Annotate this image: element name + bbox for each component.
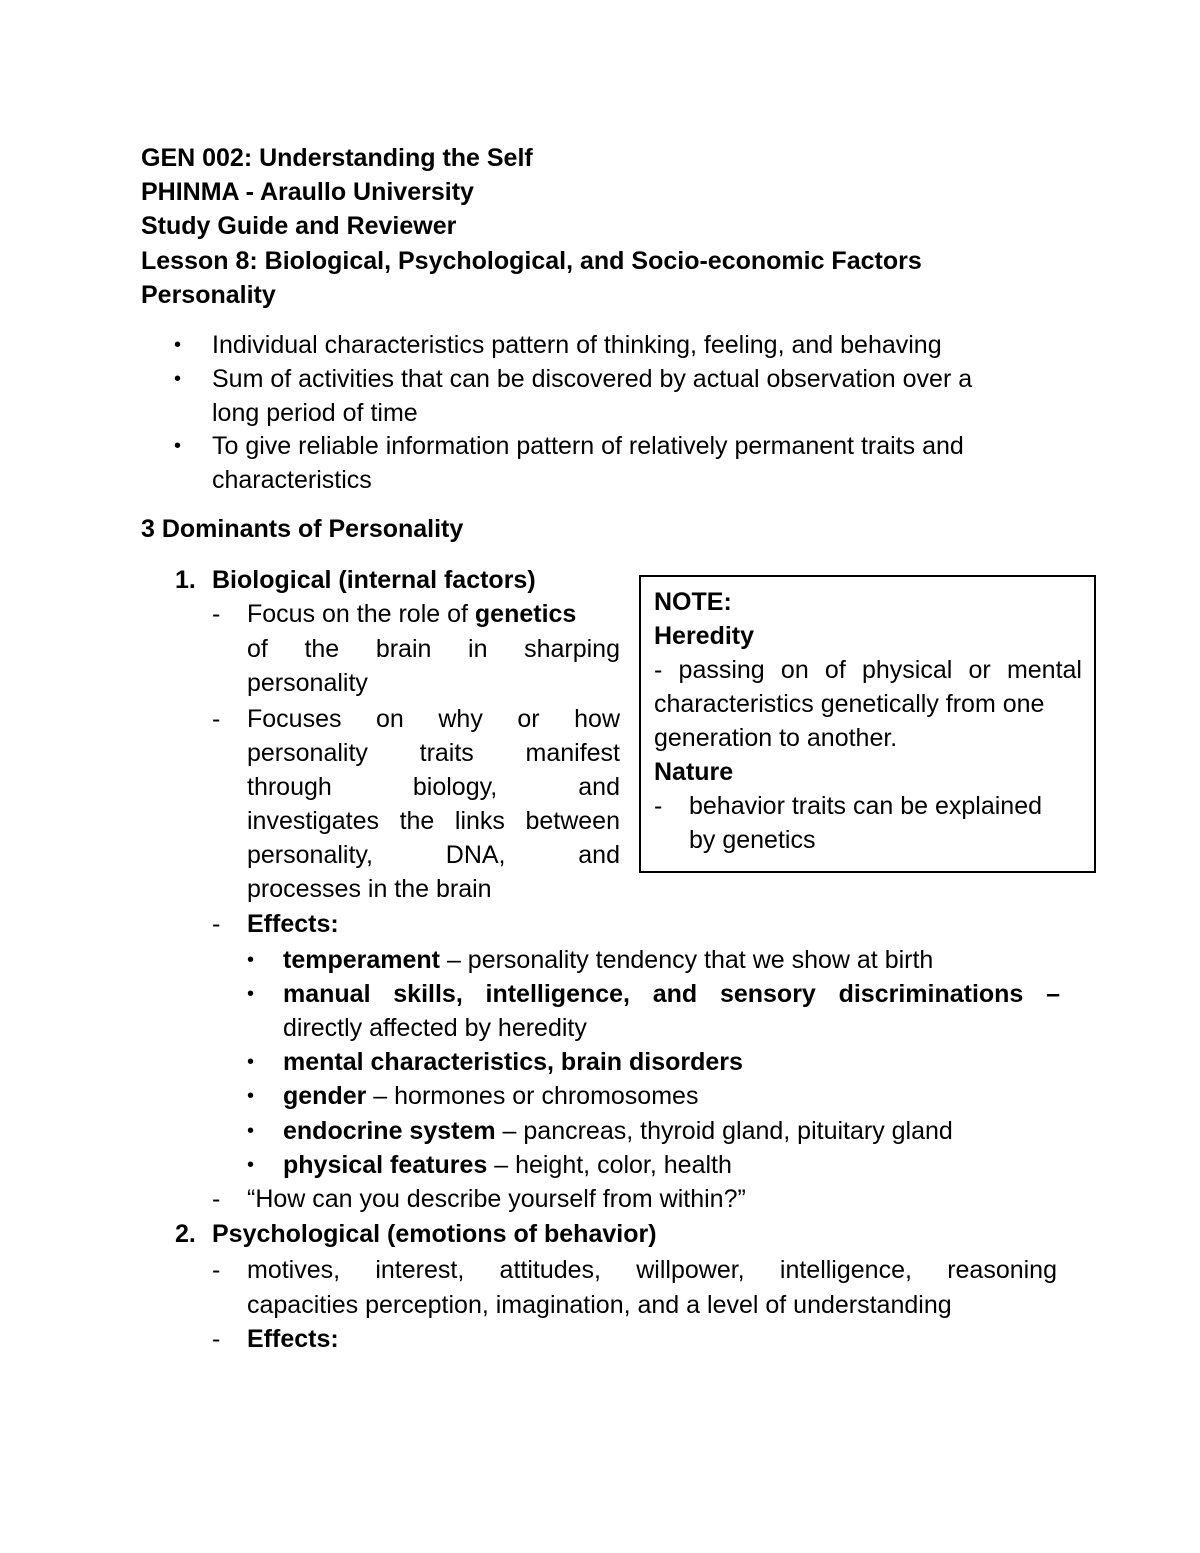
- psychological-title: Psychological (emotions of behavior): [212, 1220, 657, 1248]
- biological-point-2-line: personality, DNA, and: [247, 841, 620, 869]
- personality-point: To give reliable information pattern of relatively permanent traits and: [212, 432, 964, 460]
- bullet-icon: •: [247, 983, 255, 1005]
- item-number: 1.: [175, 566, 196, 594]
- effect-item: gender – hormones or chromosomes: [283, 1082, 699, 1110]
- dominants-heading: 3 Dominants of Personality: [141, 515, 464, 543]
- effect-item: endocrine system – pancreas, thyroid gland, pituitary gland: [283, 1117, 953, 1145]
- biological-point-2-line: investigates the links between: [247, 807, 620, 835]
- bullet-icon: •: [247, 1120, 255, 1142]
- document-type: Study Guide and Reviewer: [141, 212, 457, 240]
- effect-item: mental characteristics, brain disorders: [283, 1048, 743, 1076]
- bullet-icon: •: [174, 334, 182, 356]
- biological-point-2-line: Focuses on why or how: [247, 705, 620, 733]
- effect-item: physical features – height, color, health: [283, 1151, 732, 1179]
- personality-point-cont: long period of time: [212, 399, 418, 427]
- bullet-icon: •: [174, 368, 182, 390]
- heredity-line: generation to another.: [654, 724, 898, 752]
- nature-line: behavior traits can be explained: [689, 792, 1043, 820]
- bullet-icon: •: [247, 1051, 255, 1073]
- bullet-icon: •: [247, 1085, 255, 1107]
- dash-marker: -: [212, 910, 221, 938]
- dash-marker: -: [212, 600, 221, 628]
- biological-title: Biological (internal factors): [212, 566, 536, 594]
- psychological-line: capacities perception, imagination, and a level of understanding: [247, 1291, 952, 1319]
- school-name: PHINMA - Araullo University: [141, 178, 474, 206]
- dash-marker: -: [212, 705, 221, 733]
- biological-point-1: Focus on the role of genetics: [247, 600, 577, 628]
- topic-heading: Personality: [141, 281, 276, 309]
- biological-point-2-line: through biology, and: [247, 773, 620, 801]
- personality-point: Individual characteristics pattern of thinking, feeling, and behaving: [212, 331, 942, 359]
- dash-marker: -: [212, 1256, 221, 1284]
- effect-item: temperament – personality tendency that we show at birth: [283, 946, 934, 974]
- heredity-title: Heredity: [654, 622, 755, 650]
- heredity-line: characteristics genetically from one: [654, 690, 1045, 718]
- personality-point: Sum of activities that can be discovered by actual observation over a: [212, 365, 973, 393]
- effect-item-cont: directly affected by heredity: [283, 1014, 587, 1042]
- biological-point-1-line: personality: [247, 669, 368, 697]
- effect-item: manual skills, intelligence, and sensory discriminations –: [283, 980, 1060, 1008]
- biological-point-2-line: processes in the brain: [247, 875, 492, 903]
- nature-line: by genetics: [689, 826, 816, 854]
- bullet-icon: •: [247, 949, 255, 971]
- bullet-icon: •: [247, 1154, 255, 1176]
- course-title: GEN 002: Understanding the Self: [141, 144, 533, 172]
- psychological-line: motives, interest, attitudes, willpower, intelligence, reasoning: [247, 1256, 1057, 1284]
- biological-point-1-line: of the brain in sharping: [247, 635, 620, 663]
- biological-question: “How can you describe yourself from within?”: [247, 1185, 746, 1213]
- nature-title: Nature: [654, 758, 734, 786]
- bullet-icon: •: [174, 435, 182, 457]
- effects-label: Effects:: [247, 910, 339, 938]
- heredity-line: - passing on of physical or mental: [654, 656, 1082, 684]
- personality-point-cont: characteristics: [212, 466, 372, 494]
- dash-marker: -: [654, 792, 663, 820]
- lesson-title: Lesson 8: Biological, Psychological, and Socio-economic Factors: [141, 247, 922, 275]
- effects-label: Effects:: [247, 1325, 339, 1353]
- note-label: NOTE:: [654, 588, 732, 616]
- item-number: 2.: [175, 1220, 196, 1248]
- biological-point-2-line: personality traits manifest: [247, 739, 620, 767]
- dash-marker: -: [212, 1325, 221, 1353]
- dash-marker: -: [212, 1185, 221, 1213]
